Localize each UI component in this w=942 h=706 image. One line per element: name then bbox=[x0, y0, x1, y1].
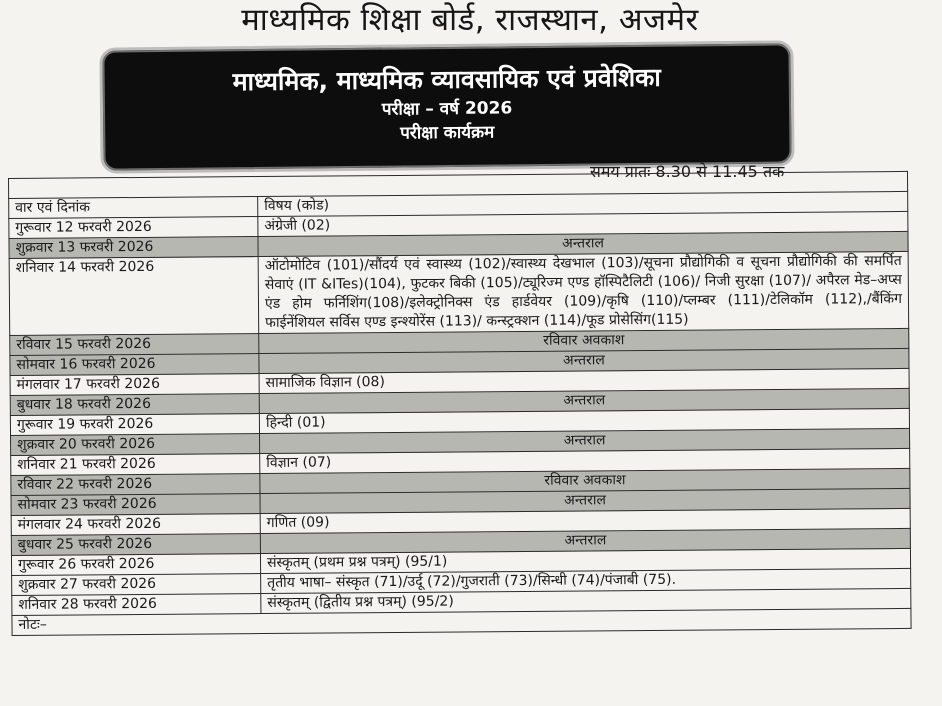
row-subject: अन्तराल bbox=[259, 348, 909, 373]
banner-year: परीक्षा – वर्ष 2026 bbox=[381, 98, 513, 120]
board-title: माध्यमिक शिक्षा बोर्ड, राजस्थान, अजमेर bbox=[241, 2, 699, 38]
row-day: गुरूवार 19 फरवरी 2026 bbox=[10, 414, 259, 436]
row-day: मंगलवार 17 फरवरी 2026 bbox=[10, 374, 259, 396]
row-day: शनिवार 28 फरवरी 2026 bbox=[12, 594, 261, 616]
row-subject: रविवार अवकाश bbox=[260, 468, 910, 493]
row-day: बुधवार 25 फरवरी 2026 bbox=[11, 534, 260, 556]
row-day: शुक्रवार 20 फरवरी 2026 bbox=[11, 434, 260, 456]
row-day: शनिवार 14 फरवरी 2026 bbox=[9, 257, 259, 336]
row-day: गुरूवार 12 फरवरी 2026 bbox=[9, 217, 258, 239]
row-day: रविवार 15 फरवरी 2026 bbox=[10, 334, 259, 356]
row-subject: अन्तराल bbox=[259, 388, 909, 413]
row-subject: रविवार अवकाश bbox=[259, 328, 909, 353]
row-day: सोमवार 23 फरवरी 2026 bbox=[11, 494, 260, 516]
row-subject: तृतीय भाषा– संस्कृत (71)/उर्दू (72)/गुजराती (73)/सिन्धी (74)/पंजाबी (75). bbox=[261, 568, 911, 593]
row-subject: गणित (09) bbox=[260, 508, 910, 533]
column-header-day: वार एवं दिनांक bbox=[9, 197, 258, 219]
row-day: मंगलवार 24 फरवरी 2026 bbox=[11, 514, 260, 536]
row-day: रविवार 22 फरवरी 2026 bbox=[11, 474, 260, 496]
row-subject: हिन्दी (01) bbox=[259, 408, 909, 433]
row-subject: ऑटोमोटिव (101)/सौंदर्य एवं स्वास्थ्य (102)/स्वास्थ्य देखभाल (103)/सूचना प्रौद्योगिकी व सूचना प्रौद्योगिकी की समर्पित सेवाएं (IT &ITes)(104), फुटकर बिकी (105)/ट्यूरिज्म एण्ड हॉस्पिटैलिटी (106)/ निजी सुरक्षा (107)/ अपैरल मेड–अप्स एंड होम फर्निशिंग(108)/इलेक्ट्रोनिक्स एंड हार्डवेयर (109)/कृषि (110)/प्लम्बर (111)/टेलिकॉम (112),/बैंकिंग फाईनेंशियल सर्विस एण्ड इन्श्योरेंस (113)/ कन्स्ट्रक्शन (114)/फूड प्रोसेसिंग(115) bbox=[258, 251, 909, 333]
row-subject: अंग्रेजी (02) bbox=[258, 211, 908, 236]
column-header-subject: विषय (कोड) bbox=[258, 191, 908, 216]
row-subject: विज्ञान (07) bbox=[260, 448, 910, 473]
exam-banner bbox=[99, 40, 794, 173]
banner-subtitle: परीक्षा कार्यक्रम bbox=[400, 122, 495, 144]
table-row bbox=[9, 251, 909, 335]
row-day: शुक्रवार 13 फरवरी 2026 bbox=[9, 237, 258, 259]
note-label: नोटः– bbox=[12, 608, 911, 635]
row-subject: संस्कृतम् (प्रथम प्रश्न पत्रम्) (95/1) bbox=[260, 548, 910, 573]
row-day: शनिवार 21 फरवरी 2026 bbox=[11, 454, 260, 476]
row-subject: अन्तराल bbox=[258, 231, 908, 256]
exam-schedule-table bbox=[8, 171, 912, 636]
row-day: सोमवार 16 फरवरी 2026 bbox=[10, 354, 259, 376]
exam-time: समय प्रातः 8.30 से 11.45 तक bbox=[590, 162, 785, 181]
row-subject: संस्कृतम् (द्वितीय प्रश्न पत्रम्) (95/2) bbox=[261, 588, 911, 613]
row-subject: अन्तराल bbox=[260, 488, 910, 513]
row-day: बुधवार 18 फरवरी 2026 bbox=[10, 394, 259, 416]
row-day: गुरूवार 26 फरवरी 2026 bbox=[11, 554, 260, 576]
row-subject: अन्तराल bbox=[260, 528, 910, 553]
banner-title: माध्यमिक, माध्यमिक व्यावसायिक एवं प्रवेशिका bbox=[232, 62, 661, 97]
row-day: शुक्रवार 27 फरवरी 2026 bbox=[12, 574, 261, 596]
row-subject: अन्तराल bbox=[260, 428, 910, 453]
row-subject: सामाजिक विज्ञान (08) bbox=[259, 368, 909, 393]
